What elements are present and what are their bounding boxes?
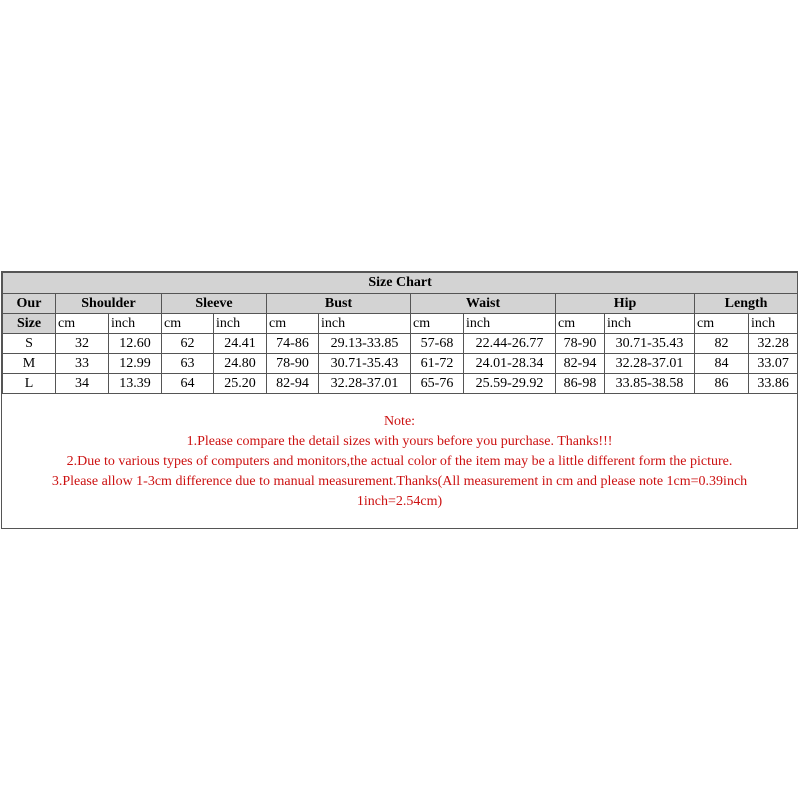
note-section [2,394,797,512]
value-cell: 33.85-38.58 [605,374,695,394]
value-cell: 86-98 [556,374,605,394]
value-cell: 34 [56,374,109,394]
value-cell: 30.71-35.43 [605,334,695,354]
value-cell: 25.20 [214,374,267,394]
table-title-row [3,273,798,294]
value-cell: 64 [162,374,214,394]
value-cell: 33.86 [749,374,798,394]
value-cell: 32.28-37.01 [605,354,695,374]
value-cell: 30.71-35.43 [319,354,411,374]
value-cell: 82-94 [267,374,319,394]
header-shoulder: Shoulder [56,294,162,314]
table-row [3,334,798,354]
value-cell: 63 [162,354,214,374]
table-unit-row [3,314,798,334]
header-hip: Hip [556,294,695,314]
value-cell: 74-86 [267,334,319,354]
value-cell: 22.44-26.77 [464,334,556,354]
value-cell: 33 [56,354,109,374]
value-cell: 13.39 [109,374,162,394]
table-row [3,374,798,394]
value-cell: 82-94 [556,354,605,374]
unit-cell: inch [319,314,411,334]
unit-cell: inch [109,314,162,334]
unit-cell: inch [464,314,556,334]
value-cell: 32.28 [749,334,798,354]
value-cell: 78-90 [267,354,319,374]
value-cell: 12.60 [109,334,162,354]
value-cell: 32.28-37.01 [319,374,411,394]
size-cell: S [3,334,56,354]
value-cell: 25.59-29.92 [464,374,556,394]
value-cell: 86 [695,374,749,394]
value-cell: 84 [695,354,749,374]
unit-cell: cm [411,314,464,334]
table-row [3,354,798,374]
header-bust: Bust [267,294,411,314]
note-line-3: 3.Please allow 1-3cm difference due to manual measurement.Thanks(All measurement in cm and please note 1cm=0.39inch [51,474,748,489]
unit-cell: cm [162,314,214,334]
value-cell: 29.13-33.85 [319,334,411,354]
value-cell: 62 [162,334,214,354]
value-cell: 78-90 [556,334,605,354]
header-waist: Waist [411,294,556,314]
value-cell: 57-68 [411,334,464,354]
header-length: Length [695,294,798,314]
value-cell: 12.99 [109,354,162,374]
value-cell: 24.41 [214,334,267,354]
unit-cell: inch [749,314,798,334]
size-cell: L [3,374,56,394]
unit-cell: inch [214,314,267,334]
note-line-2: 2.Due to various types of computers and monitors,the actual color of the item may be a little different form the picture. [66,454,733,469]
value-cell: 24.80 [214,354,267,374]
unit-cell: cm [695,314,749,334]
value-cell: 24.01-28.34 [464,354,556,374]
size-chart [1,271,798,529]
header-sleeve: Sleeve [162,294,267,314]
size-table [2,272,798,394]
value-cell: 65-76 [411,374,464,394]
size-label: Size [3,314,56,334]
table-header-row [3,294,798,314]
value-cell: 82 [695,334,749,354]
table-title: Size Chart [3,273,798,294]
value-cell: 32 [56,334,109,354]
note-heading: Note: [383,414,416,429]
size-cell: M [3,354,56,374]
unit-cell: cm [56,314,109,334]
unit-cell: cm [267,314,319,334]
note-line-1: 1.Please compare the detail sizes with yours before you purchase. Thanks!!! [186,434,613,449]
our-size-label: Our [3,294,56,314]
note-line-3-continued: 1inch=2.54cm) [356,494,443,509]
unit-cell: cm [556,314,605,334]
value-cell: 33.07 [749,354,798,374]
unit-cell: inch [605,314,695,334]
value-cell: 61-72 [411,354,464,374]
